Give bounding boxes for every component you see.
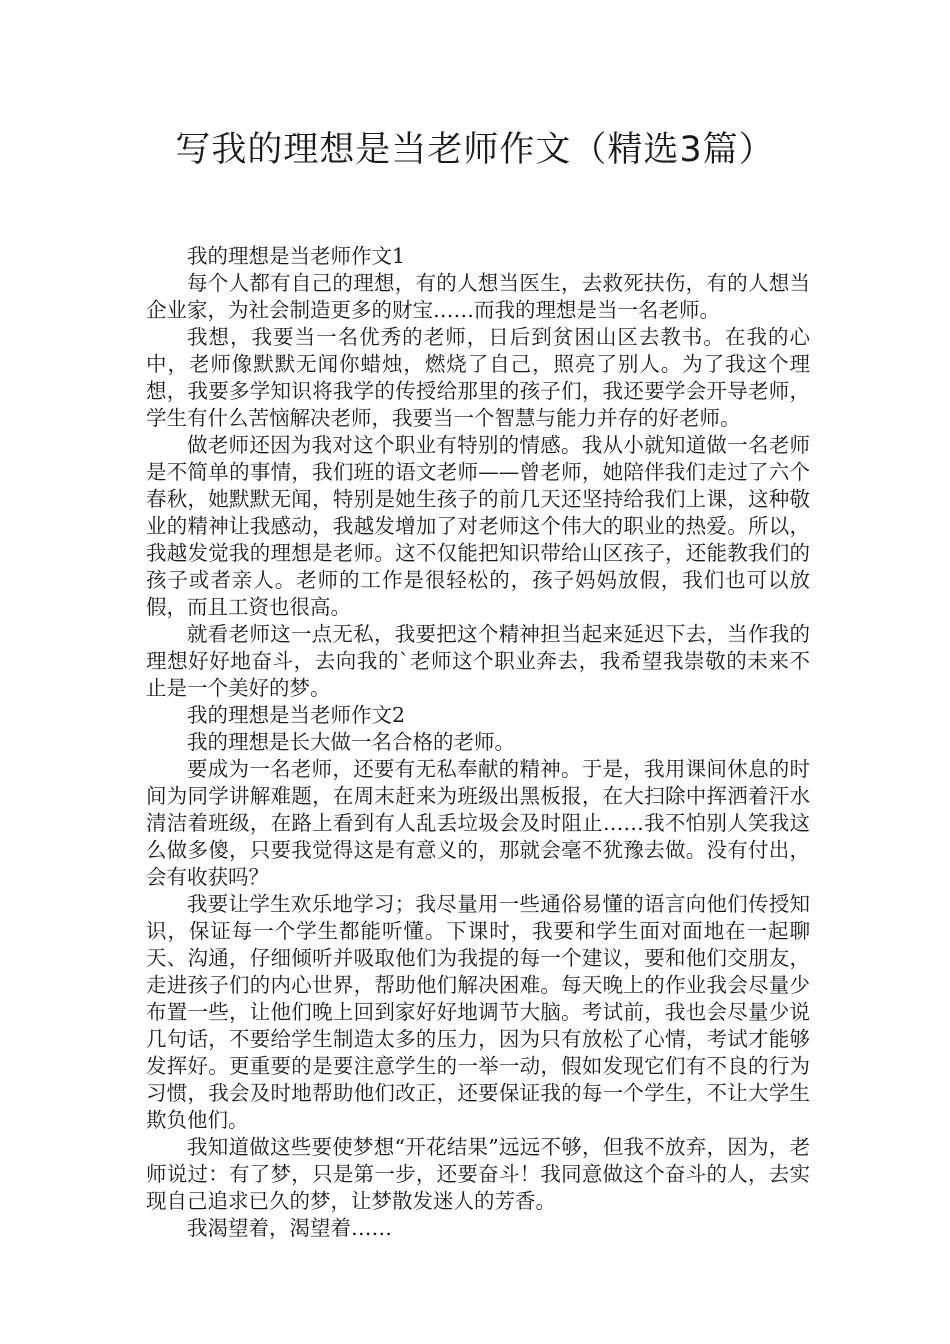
paragraph: 我知道做这些要使梦想“开花结果”远远不够，但我不放弃，因为，老师说过：有了梦，只是第一步，还要奋斗！我同意做这个奋斗的人，去实现自己追求已久的梦，让梦散发迷人的芳香。 [146,1135,810,1213]
paragraph: 我要让学生欢乐地学习；我尽量用一些通俗易懂的语言向他们传授知识，保证每一个学生都能听懂。下课时，我要和学生面对面地在一起聊天、沟通，仔细倾听并吸取他们为我提的每一个建议，要和他们交朋友，走进孩子们的内心世界，帮助他们解决困难。每天晚上的作业我会尽量少布置一些，让他们晚上回到家好好地调节大脑。考试前，我也会尽量少说几句话，不要给学生制造太多的压力，因为只有放松了心情，考试才能够发挥好。更重要的是要注意学生的一举一动，假如发现它们有不良的行为习惯，我会及时地帮助他们改正，还要保证我的每一个学生，不让大学生欺负他们。 [146,892,810,1132]
paragraph: 我的理想是长大做一名合格的老师。 [187,730,515,754]
paragraph: 要成为一名老师，还要有无私奉献的精神。于是，我用课间休息的时间为同学讲解难题，在周末赶来为班级出黑板报，在大扫除中挥洒着汗水清洁着班级，在路上看到有人乱丢垃圾会及时阻止……我不怕别人笑我这么做多傻，只要我觉得这是有意义的，那就会毫不犹豫去做。没有付出，会有收获吗？ [146,757,810,889]
paragraph: 每个人都有自己的理想，有的人想当医生，去救死扶伤，有的人想当企业家，为社会制造更多的财宝……而我的理想是当一名老师。 [146,271,810,322]
paragraph: 做老师还因为我对这个职业有特别的情感。我从小就知道做一名老师是不简单的事情，我们班的语文老师——曾老师，她陪伴我们走过了六个春秋，她默默无闻，特别是她生孩子的前几天还坚持给我们上课，这种敬业的精神让我感动，我越发增加了对老师这个伟大的职业的热爱。所以，我越发觉我的理想是老师。这不仅能把知识带给山区孩子，还能教我们的孩子或者亲人。老师的工作是很轻松的，孩子妈妈放假，我们也可以放假，而且工资也很高。 [146,433,810,619]
paragraph: 我想，我要当一名优秀的老师，日后到贫困山区去教书。在我的心中，老师像默默无闻你蜡烛，燃烧了自己，照亮了别人。为了我这个理想，我要多学知识将我学的传授给那里的孩子们，我还要学会开导老师，学生有什么苦恼解决老师，我要当一个智慧与能力并存的好老师。 [146,325,810,430]
paragraph: 就看老师这一点无私，我要把这个精神担当起来延迟下去，当作我的理想好好地奋斗，去向我的`老师这个职业奔去，我希望我崇敬的未来不止是一个美好的梦。 [146,622,810,700]
essay-1-heading: 我的理想是当老师作文1 [187,244,406,268]
document-title: 写我的理想是当老师作文（精选3篇） [175,130,775,170]
essay-2-heading: 我的理想是当老师作文2 [187,703,406,727]
document-body [146,243,810,1242]
paragraph: 我渴望着，渴望着…… [187,1216,392,1240]
